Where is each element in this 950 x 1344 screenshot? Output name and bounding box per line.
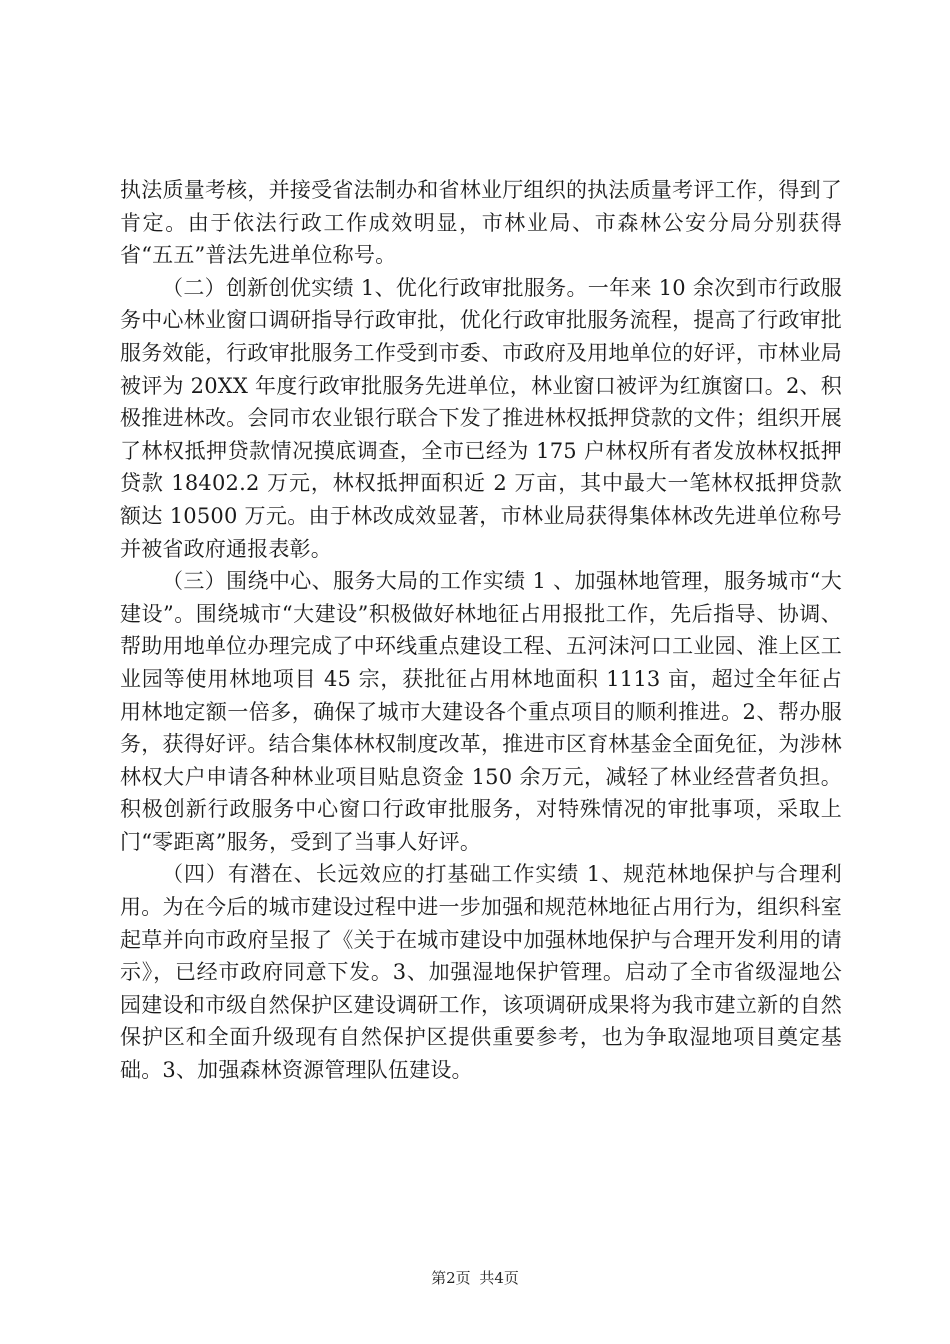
page-total: 共4页 [479, 1269, 519, 1287]
paragraph-3: （三）围绕中心、服务大局的工作实绩 1 、加强林地管理，服务城市“大建设”。围绕城市“大建设”积极做好林地征占用报批工作，先后指导、协调、帮助用地单位办理完成了中环线重点建设工程、五河沫河口工业园、淮上区工业园等使用林地项目 45 宗，获批征占用林地面积 1113 亩，超过全年征占用林地定额一倍多，确保了城市大建设各个重点项目的顺利推进。2、帮办服务，获得好评。结合集体林权制度改革，推进市区育林基金全面免征，为涉林林权大户申请各种林业项目贴息资金 150 余万元，减轻了林业经营者负担。积极创新行政服务中心窗口行政审批服务，对特殊情况的审批事项，采取上门“零距离”服务，受到了当事人好评。 [120, 569, 842, 854]
paragraph-4: （四）有潜在、长远效应的打基础工作实绩 1、规范林地保护与合理利用。为在今后的城市建设过程中进一步加强和规范林地征占用行为，组织科室起草并向市政府呈报了《关于在城市建设中加强林地保护与合理开发利用的请示》，已经市政府同意下发。3、加强湿地保护管理。启动了全市省级湿地公园建设和市级自然保护区建设调研工作，该项调研成果将为我市建立新的自然保护区和全面升级现有自然保护区提供重要参考，也为争取湿地项目奠定基础。3、加强森林资源管理队伍建设。 [120, 862, 842, 1083]
paragraph-2: （二）创新创优实绩 1、优化行政审批服务。一年来 10 余次到市行政服务中心林业窗口调研指导行政审批，优化行政审批服务流程，提高了行政审批服务效能，行政审批服务工作受到市委、市政府及用地单位的好评，市林业局被评为 20XX 年度行政审批服务先进单位，林业窗口被评为红旗窗口。2、积极推进林改。会同市农业银行联合下发了推进林权抵押贷款的文件；组织开展了林权抵押贷款情况摸底调查，全市已经为 175 户林权所有者发放林权抵押贷款 18402.2 万元，林权抵押面积近 2 万亩，其中最大一笔林权抵押贷款额达 10500 万元。由于林改成效显著，市林业局获得集体林改先进单位称号并被省政府通报表彰。 [120, 275, 842, 561]
paragraph-1: 执法质量考核，并接受省法制办和省林业厅组织的执法质量考评工作，得到了肯定。由于依法行政工作成效明显，市林业局、市森林公安分局分别获得省“五五”普法先进单位称号。 [120, 178, 842, 268]
page-number: 第2页 [431, 1269, 471, 1287]
document-body [120, 174, 842, 1087]
page-footer [0, 1267, 950, 1288]
